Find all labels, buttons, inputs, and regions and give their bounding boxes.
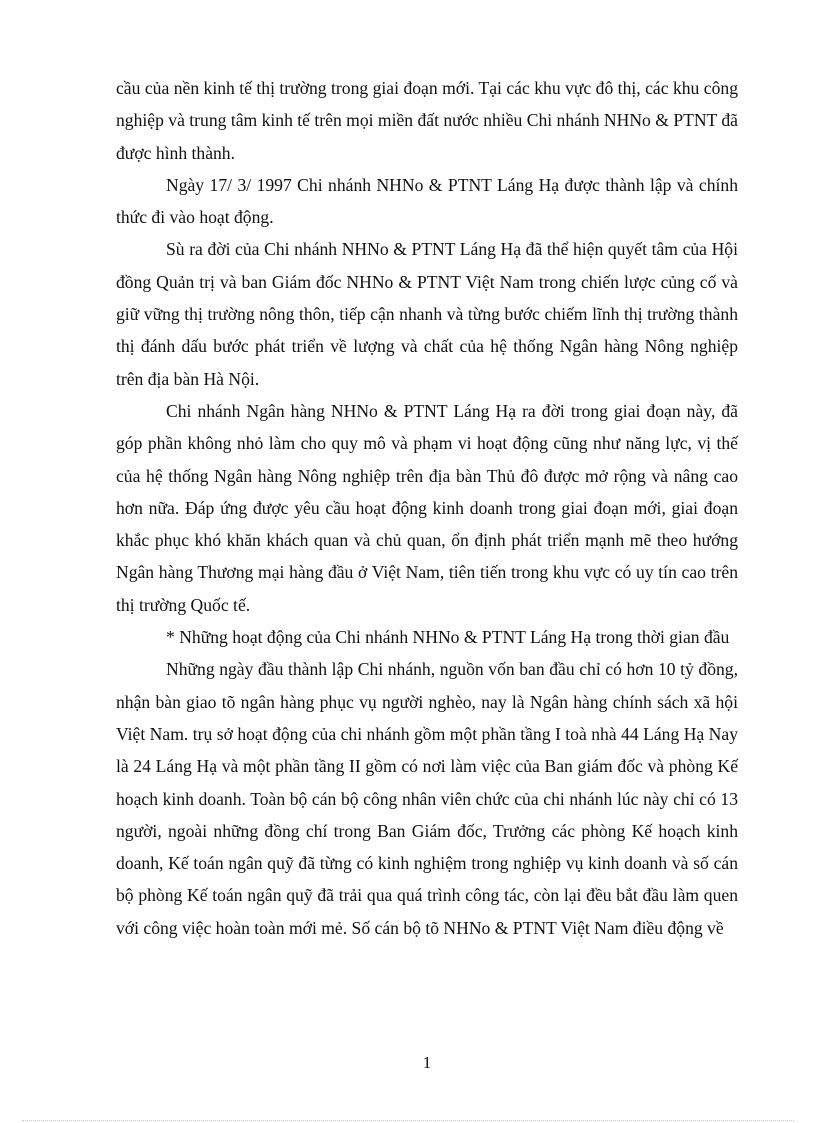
paragraph-6: Những ngày đầu thành lập Chi nhánh, nguồn vốn ban đầu chỉ có hơn 10 tỷ đồng, nhận bàn giao tõ ngân hàng phục vụ người nghèo, nay là Ngân hàng chính sách xã hội Việt Nam. trụ sở hoạt động của chi nhánh gồm một phần tầng I toà nhà 44 Láng Hạ Nay là 24 Láng Hạ và một phần tầng II gồm có nơi làm việc của Ban giám đốc và phòng Kế hoạch kinh doanh. Toàn bộ cán bộ công nhân viên chức của chi nhánh lúc này chỉ có 13 người, ngoài những đồng chí trong Ban Giám đốc, Trưởng các phòng Kế hoạch kinh doanh, Kế toán ngân quỹ đã từng có kinh nghiệm trong nghiệp vụ kinh doanh và số cán bộ phòng Kế toán ngân quỹ đã trải qua quá trình công tác, còn lại đều bắt đầu làm quen với công việc hoàn toàn mới mẻ. Số cán bộ tõ NHNo & PTNT Việt Nam điều động về [116, 659, 738, 938]
page-bottom-divider [22, 1120, 794, 1121]
paragraph-2: Ngày 17/ 3/ 1997 Chi nhánh NHNo & PTNT Láng Hạ được thành lập và chính thức đi vào hoạt động. [116, 174, 738, 228]
page-number: 1 [422, 1053, 432, 1072]
paragraph-4: Chi nhánh Ngân hàng NHNo & PTNT Láng Hạ ra đời trong giai đoạn này, đã góp phần không nhỏ làm cho quy mô và phạm vi hoạt động cũng như năng lực, vị thế của hệ thống Ngân hàng Nông nghiệp trên địa bàn Thủ đô được mở rộng và nâng cao hơn nữa. Đáp ứng được yêu cầu hoạt động kinh doanh trong giai đoạn mới, giai đoạn khắc phục khó khăn khách quan và chủ quan, ổn định phát triển mạnh mẽ theo hướng Ngân hàng Thương mại hàng đầu ở Việt Nam, tiên tiến trong khu vực có uy tín cao trên thị trường Quốc tế. [116, 400, 738, 615]
section-heading-paragraph: * Những hoạt động của Chi nhánh NHNo & PTNT Láng Hạ trong thời gian đầu [166, 627, 730, 648]
paragraph-3: Sù ra đời của Chi nhánh NHNo & PTNT Láng Hạ đã thể hiện quyết tâm của Hội đồng Quản trị và ban Giám đốc NHNo & PTNT Việt Nam trong chiến lược củng cố và giữ vững thị trường nông thôn, tiếp cận nhanh và từng bước chiếm lĩnh thị trường thành thị đánh dấu bước phát triển về lượng và chất của hệ thống Ngân hàng Nông nghiệp trên địa bàn Hà Nội. [116, 239, 738, 389]
document-body [116, 72, 738, 944]
paragraph-1: cầu của nền kinh tế thị trường trong giai đoạn mới. Tại các khu vực đô thị, các khu công nghiệp và trung tâm kinh tế trên mọi miền đất nước nhiều Chi nhánh NHNo & PTNT đã được hình thành. [116, 78, 738, 163]
